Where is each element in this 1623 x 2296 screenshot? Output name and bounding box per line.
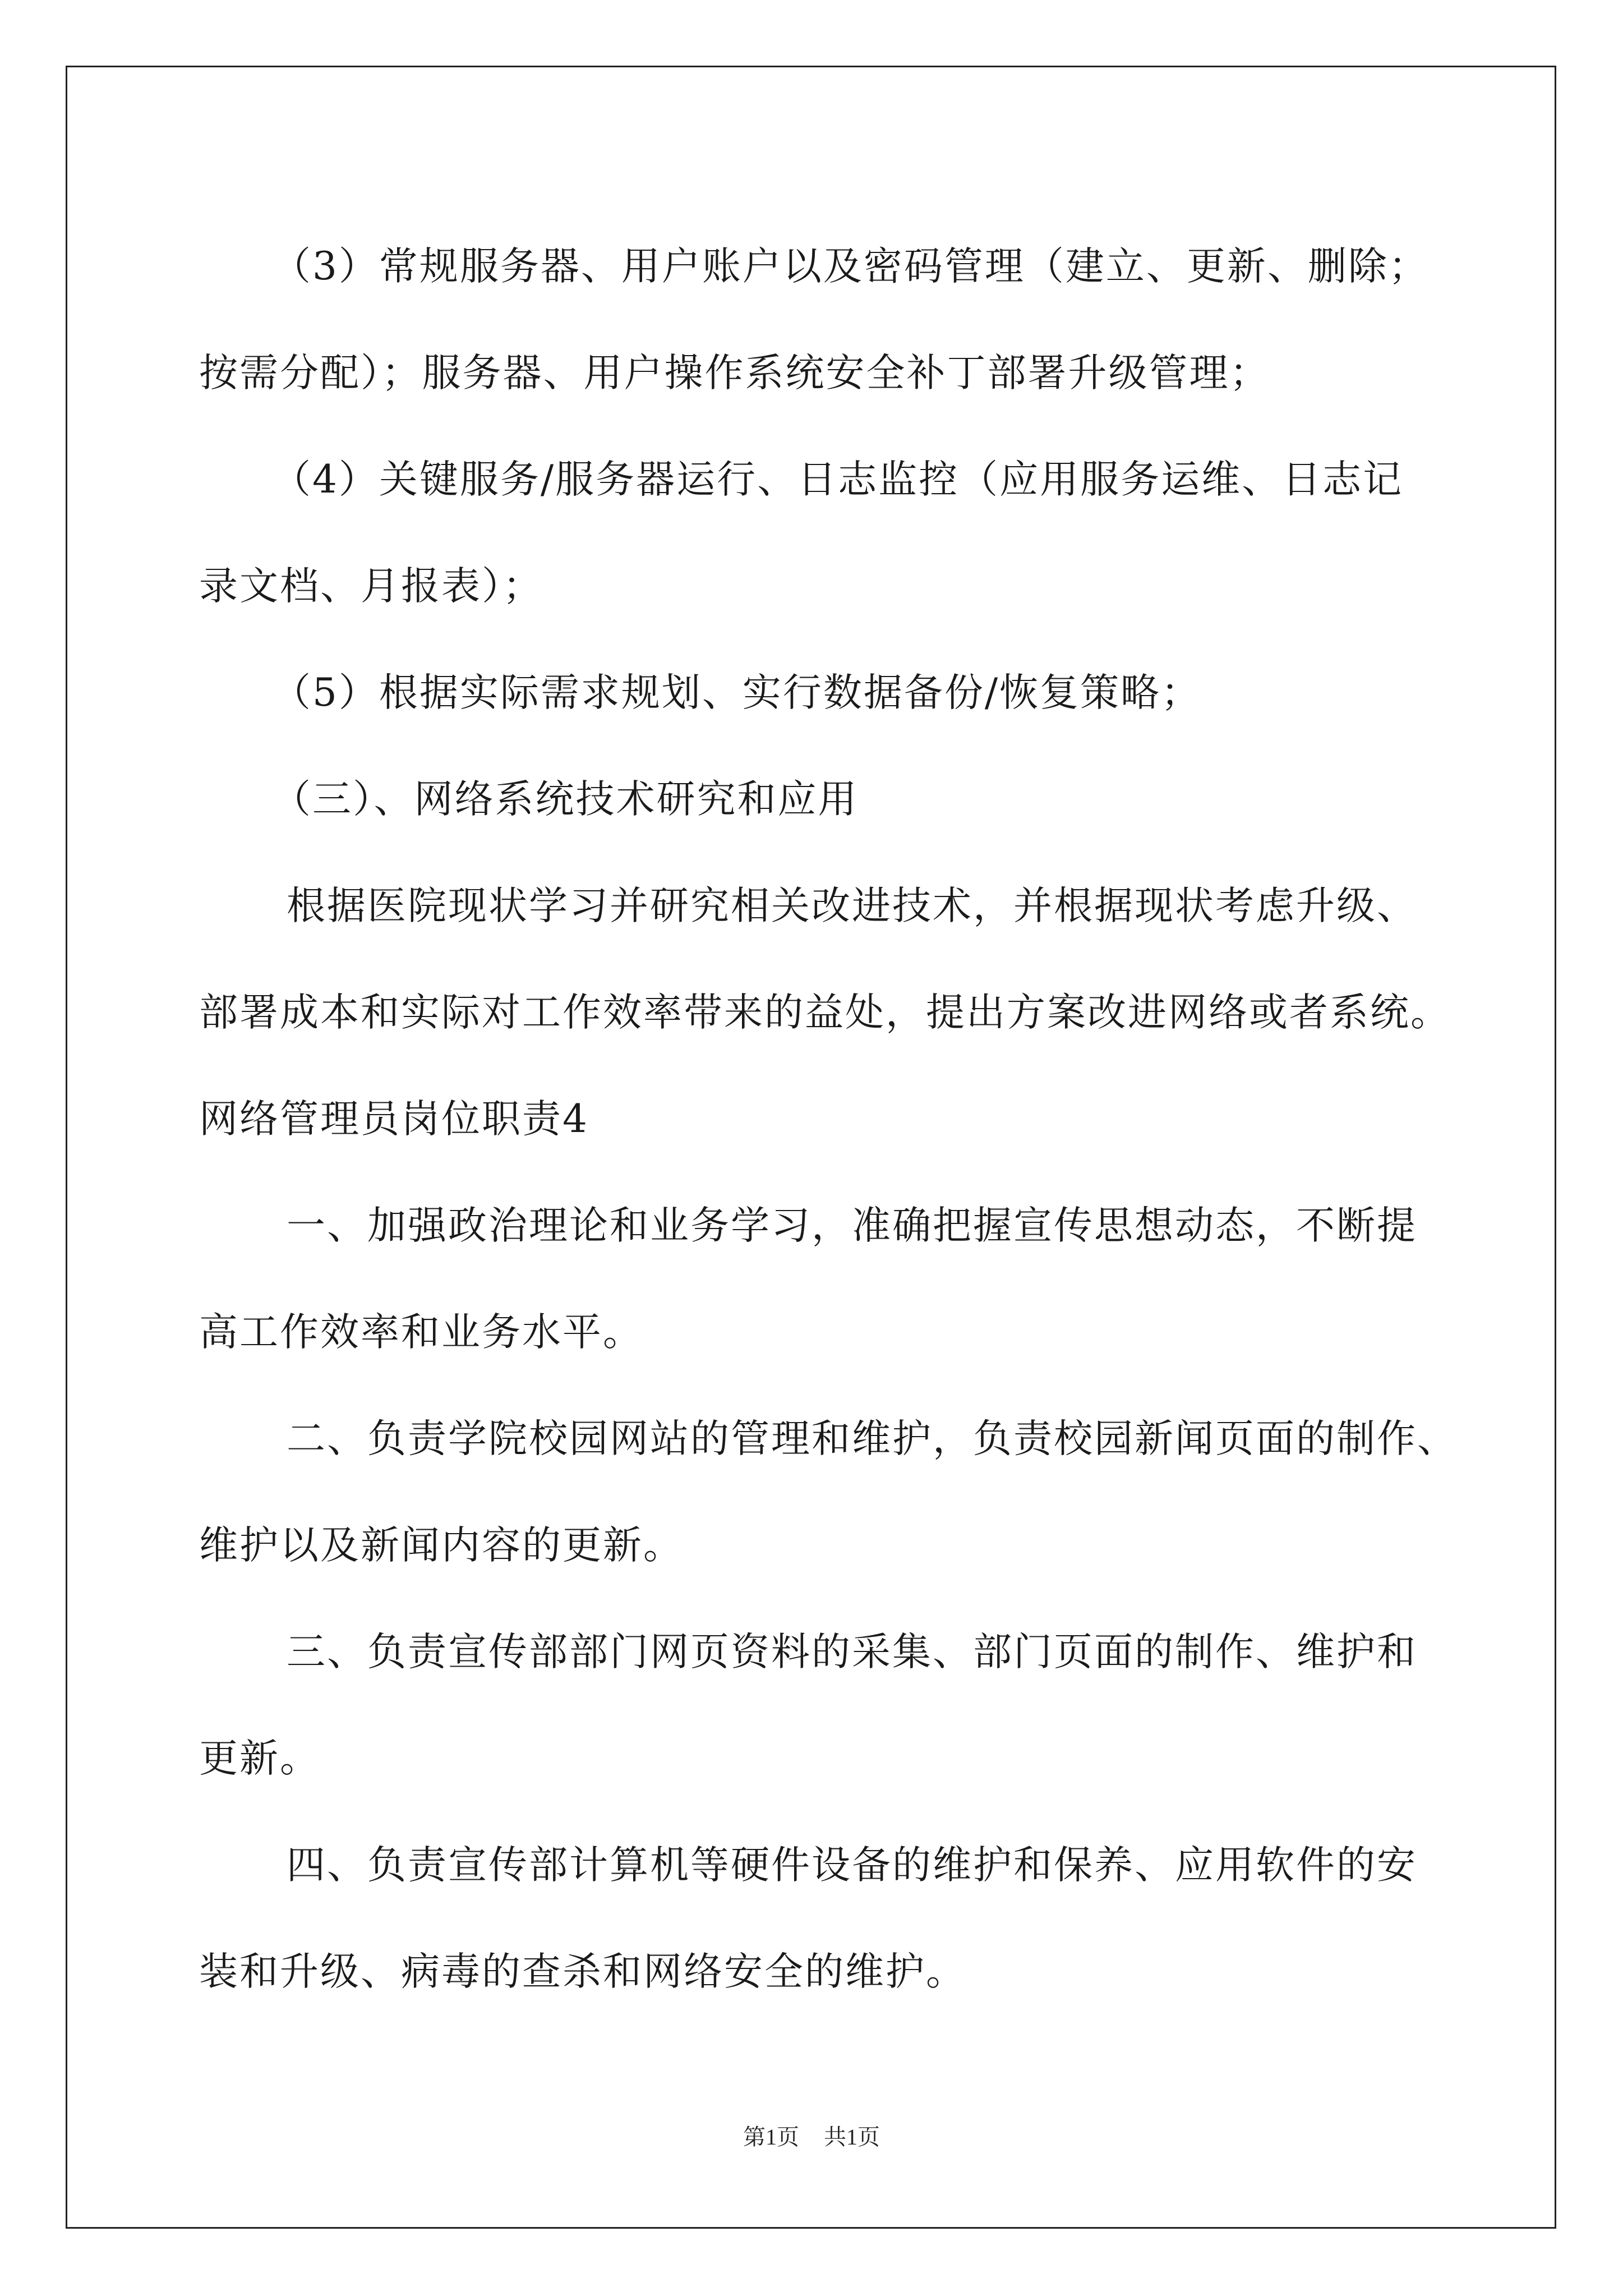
paragraph-line: 录文档、月报表）； <box>199 564 543 609</box>
page-number-total: 共1页 <box>824 2124 880 2150</box>
paragraph-line: 高工作效率和业务水平。 <box>199 1310 643 1355</box>
page-number-current: 第1页 <box>743 2124 799 2150</box>
paragraph-line: 三、负责宣传部部门网页资料的采集、部门页面的制作、维护和 <box>287 1630 1417 1674</box>
document-body <box>199 213 1458 2025</box>
paragraph-line: （3）常规服务器、用户账户以及密码管理（建立、更新、删除； <box>272 244 1429 289</box>
paragraph-line: 根据医院现状学习并研究相关改进技术，并根据现状考虑升级、 <box>287 884 1417 928</box>
section-heading: （三）、网络系统技术研究和应用 <box>272 777 859 822</box>
paragraph-line: 四、负责宣传部计算机等硬件设备的维护和保养、应用软件的安 <box>287 1843 1417 1888</box>
paragraph-line: （4）关键服务/服务器运行、日志监控（应用服务运维、日志记 <box>272 457 1404 502</box>
section-title: 网络管理员岗位职责4 <box>199 1097 589 1142</box>
paragraph-line: 维护以及新闻内容的更新。 <box>199 1523 684 1568</box>
paragraph-line: 装和升级、病毒的查杀和网络安全的维护。 <box>199 1949 966 1994</box>
paragraph-line: （5）根据实际需求规划、实行数据备份/恢复策略； <box>272 670 1202 715</box>
paragraph-line: 按需分配）；服务器、用户操作系统安全补丁部署升级管理； <box>199 351 1270 395</box>
paragraph-line: 更新。 <box>199 1736 320 1781</box>
paragraph-line: 二、负责学院校园网站的管理和维护，负责校园新闻页面的制作、 <box>287 1416 1458 1461</box>
page-footer <box>0 2119 1623 2151</box>
paragraph-line: 部署成本和实际对工作效率带来的益处，提出方案改进网络或者系统。 <box>199 990 1451 1035</box>
paragraph-line: 一、加强政治理论和业务学习，准确把握宣传思想动态，不断提 <box>287 1203 1417 1248</box>
